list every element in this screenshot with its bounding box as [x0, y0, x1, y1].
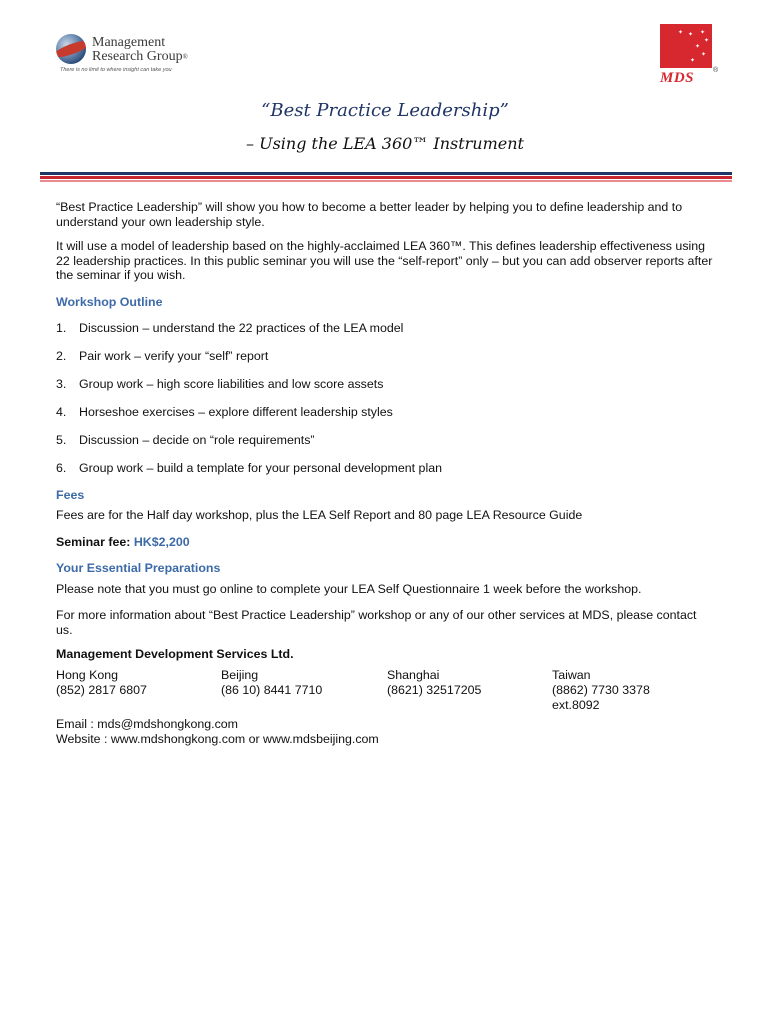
email-text: Email : mds@mdshongkong.com: [56, 716, 238, 731]
mds-registered-mark: ®: [713, 67, 719, 74]
mrg-logo-name: Management Research Group®: [92, 35, 188, 64]
page-subtitle: – Using the LEA 360™ Instrument: [246, 134, 524, 153]
document-body: [56, 200, 716, 747]
divider-rule: [40, 172, 732, 175]
section-heading-outline: Workshop Outline: [56, 294, 163, 309]
list-item: 6. Group work – build a template for your personal development plan: [56, 461, 442, 475]
list-item: 4. Horseshoe exercises – explore different leadership styles: [56, 405, 393, 419]
outline-list: [56, 321, 716, 476]
mds-logo: [660, 24, 720, 90]
divider-rule: [40, 180, 732, 182]
seminar-fee: Seminar fee: HK$2,200: [56, 534, 190, 549]
company-name: Management Development Services Ltd.: [56, 647, 294, 661]
list-item: 1. Discussion – understand the 22 practices of the LEA model: [56, 321, 404, 335]
mds-logo-box: ✦ ✦ ✦ ✦ ✦ ✦ ✦: [660, 24, 712, 68]
office-list: [56, 668, 716, 713]
list-item: 3. Group work – high score liabilities and low score assets: [56, 377, 384, 391]
seminar-fee-amount: HK$2,200: [133, 534, 190, 549]
section-heading-preparations: Your Essential Preparations: [56, 561, 221, 575]
globe-icon: [56, 34, 86, 64]
preparations-text: Please note that you must go online to complete your LEA Self Questionnaire 1 week before the workshop.: [56, 581, 642, 596]
office-taiwan: Taiwan (8862) 7730 3378 ext.8092: [552, 667, 650, 712]
intro-paragraph: It will use a model of leadership based on the highly-acclaimed LEA 360™. This defines leadership effectiveness using 22 leadership practices. In this public seminar you will use the “self-report” only – but you can add observer reports after the seminar if you wish.: [56, 239, 713, 282]
mrg-logo: [54, 32, 204, 78]
office-beijing: Beijing (86 10) 8441 7710: [221, 667, 323, 697]
contact-info: [56, 717, 716, 747]
page-title: “Best Practice Leadership”: [261, 100, 509, 121]
intro-paragraph: “Best Practice Leadership” will show you how to become a better leader by helping you to define leadership and to understand your own leadership style.: [56, 200, 683, 229]
list-item: 2. Pair work – verify your “self” report: [56, 349, 269, 363]
mrg-tagline: There is no limit to where insight can take you: [60, 67, 172, 73]
more-info-text: For more information about “Best Practice Leadership” workshop or any of our other services at MDS, please contact us.: [56, 608, 697, 637]
fees-text: Fees are for the Half day workshop, plus the LEA Self Report and 80 page LEA Resource Guide: [56, 508, 583, 522]
office-hong-kong: Hong Kong (852) 2817 6807: [56, 667, 147, 697]
mds-logo-text: MDS: [660, 70, 695, 86]
divider-rule: [40, 176, 732, 179]
office-shanghai: Shanghai (8621) 32517205: [387, 667, 482, 697]
list-item: 5. Discussion – decide on “role requirements”: [56, 433, 315, 447]
website-text: Website : www.mdshongkong.com or www.mdsbeijing.com: [56, 731, 379, 746]
section-heading-fees: Fees: [56, 487, 85, 502]
